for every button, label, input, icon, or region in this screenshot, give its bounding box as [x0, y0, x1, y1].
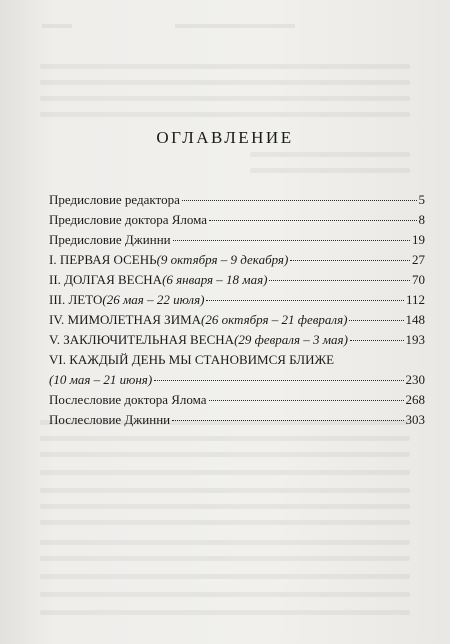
toc-entry-page: 70	[412, 272, 425, 287]
toc-heading: ОГЛАВЛЕНИЕ	[156, 128, 294, 147]
toc-entry-page: 112	[405, 292, 425, 307]
bleed-through-mark	[40, 540, 410, 545]
bleed-through-mark	[40, 436, 410, 441]
bleed-through-mark	[40, 64, 410, 69]
toc-entry[interactable]	[49, 190, 425, 210]
dot-leader	[349, 320, 403, 321]
dot-leader	[209, 400, 404, 401]
toc-entry[interactable]	[49, 330, 425, 350]
toc-entry-title: IV. МИМОЛЕТНАЯ ЗИМА	[49, 312, 202, 327]
toc-entry-continuation[interactable]	[49, 370, 425, 390]
toc-entry[interactable]	[49, 310, 425, 330]
toc-entry-page: 27	[412, 252, 425, 267]
bleed-through-mark	[40, 592, 410, 597]
bleed-through-mark	[40, 488, 410, 493]
toc-entry-title: V. ЗАКЛЮЧИТЕЛЬНАЯ ВЕСНА	[49, 332, 235, 347]
toc-entry[interactable]	[49, 410, 425, 430]
bleed-through-mark	[40, 520, 410, 525]
dot-leader	[173, 240, 410, 241]
bleed-through-mark	[175, 24, 295, 28]
toc-entry-dates: (29 февраля – 3 мая)	[234, 332, 348, 347]
toc-entry-title: Послесловие доктора Ялома	[49, 392, 207, 407]
bleed-through-mark	[40, 452, 410, 457]
dot-leader	[182, 200, 417, 201]
bleed-through-mark	[40, 610, 410, 615]
toc-entry-title: III. ЛЕТО	[49, 292, 103, 307]
toc-entry-page: 303	[405, 412, 425, 427]
toc-entry-title: VI. КАЖДЫЙ ДЕНЬ МЫ СТАНОВИМСЯ БЛИЖЕ	[49, 352, 335, 367]
toc-entry[interactable]	[49, 230, 425, 250]
bleed-through-mark	[40, 112, 410, 117]
bleed-through-mark	[42, 24, 72, 28]
toc-entry-title: II. ДОЛГАЯ ВЕСНА	[49, 272, 163, 287]
bleed-through-mark	[40, 80, 410, 85]
bleed-through-mark	[250, 168, 410, 173]
toc-entry[interactable]	[49, 250, 425, 270]
toc-entry-dates: (10 мая – 21 июня)	[49, 372, 153, 387]
toc-entry[interactable]	[49, 270, 425, 290]
dot-leader	[269, 280, 410, 281]
dot-leader	[290, 260, 410, 261]
toc-entry-dates: (26 октября – 21 февраля)	[201, 312, 348, 327]
dot-leader	[154, 380, 403, 381]
bleed-through-mark	[40, 470, 410, 475]
bleed-through-mark	[40, 574, 410, 579]
dot-leader	[172, 420, 403, 421]
bleed-through-mark	[40, 556, 410, 561]
toc-entry-dates: (6 января – 18 мая)	[162, 272, 268, 287]
toc-entry-page: 268	[405, 392, 425, 407]
toc-entry-page: 19	[412, 232, 425, 247]
toc-entry[interactable]	[49, 210, 425, 230]
toc-entry-page: 230	[405, 372, 425, 387]
toc-entry-title: Предисловие Джинни	[49, 232, 171, 247]
toc-entry-dates: (26 мая – 22 июля)	[102, 292, 205, 307]
bleed-through-mark	[250, 152, 410, 157]
toc-entry-page: 148	[405, 312, 425, 327]
toc-entry[interactable]	[49, 350, 425, 370]
dot-leader	[209, 220, 416, 221]
toc-entry-title: I. ПЕРВАЯ ОСЕНЬ	[49, 252, 157, 267]
toc-entry-page: 8	[418, 212, 425, 227]
dot-leader	[350, 340, 404, 341]
toc-entry-page: 193	[405, 332, 425, 347]
dot-leader	[206, 300, 404, 301]
toc-entry-title: Предисловие доктора Ялома	[49, 212, 208, 227]
toc-entry-dates: (9 октября – 9 декабря)	[156, 252, 289, 267]
toc-entry-title: Предисловие редактора	[49, 192, 180, 207]
toc-entry-title: Послесловие Джинни	[49, 412, 171, 427]
table-of-contents	[49, 190, 425, 430]
toc-entry[interactable]	[49, 290, 425, 310]
bleed-through-mark	[40, 504, 410, 509]
toc-entry[interactable]	[49, 390, 425, 410]
bleed-through-mark	[40, 96, 410, 101]
toc-entry-page: 5	[418, 192, 425, 207]
